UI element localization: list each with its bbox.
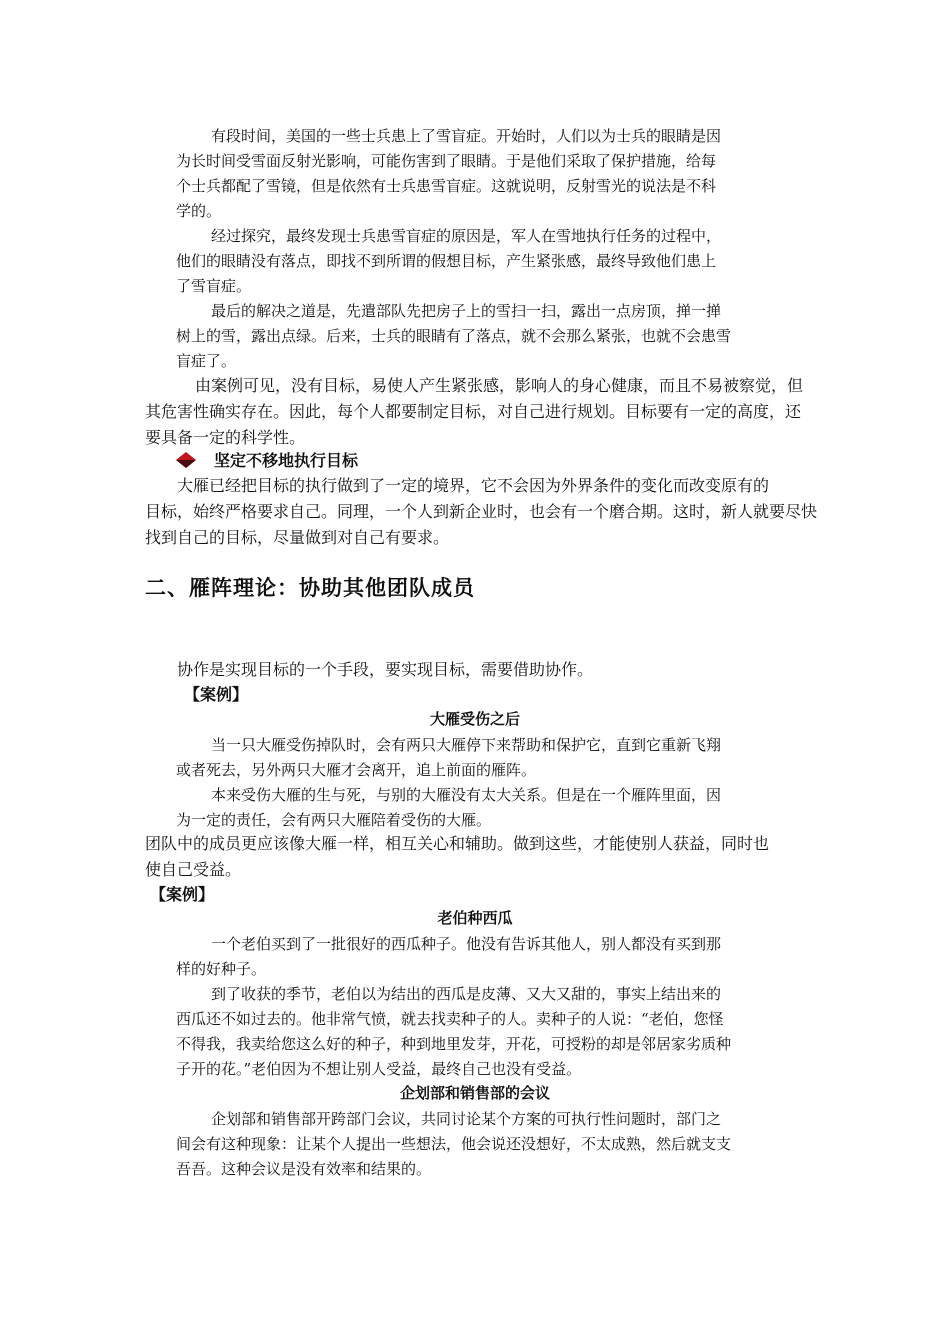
story-line: 盲症了。 — [176, 352, 237, 370]
story-line: 西瓜还不如过去的。他非常气愤，就去找卖种子的人。卖种子的人说：“老伯，您怪 — [176, 1010, 724, 1028]
story-line: 最后的解决之道是，先遣部队先把房子上的雪扫一扫，露出一点房顶，掸一掸 — [211, 302, 722, 320]
story-line: 间会有这种现象：让某个人提出一些想法，他会说还没想好，不太成熟，然后就支支 — [176, 1135, 732, 1153]
paragraph-line: 团队中的成员更应该像大雁一样，相互关心和辅助。做到这些，才能使别人获益，同时也 — [145, 834, 770, 853]
paragraph-line: 使自己受益。 — [145, 860, 242, 879]
story-line: 当一只大雁受伤掉队时，会有两只大雁停下来帮助和保护它，直到它重新飞翔 — [211, 736, 722, 754]
paragraph-line: 找到自己的目标，尽量做到对自己有要求。 — [145, 528, 450, 547]
bullet-heading — [176, 448, 358, 471]
story-line: 企划部和销售部开跨部门会议，共同讨论某个方案的可执行性问题时，部门之 — [211, 1110, 722, 1128]
summary-paragraph-team — [145, 831, 769, 883]
story-line: 吾吾。这种会议是没有效率和结果的。 — [176, 1160, 432, 1178]
story-line: 到了收获的季节，老伯以为结出的西瓜是皮薄、又大又甜的，事实上结出来的 — [211, 985, 722, 1003]
story-snow-blindness — [176, 124, 731, 374]
story-line: 不得我，我卖给您这么好的种子，种到地里发芽，开花，可授粉的却是邻居家劣质种 — [176, 1035, 732, 1053]
story-line: 样的好种子。 — [176, 960, 267, 978]
story-line: 子开的花。”老伯因为不想让别人受益，最终自己也没有受益。 — [176, 1060, 582, 1078]
story-title-meeting: 企划部和销售部的会议 — [399, 1084, 550, 1102]
story-line: 本来受伤大雁的生与死，与别的大雁没有太大关系。但是在一个雁阵里面，因 — [211, 786, 722, 804]
paragraph-line: 其危害性确实存在。因此，每个人都要制定目标，对自己进行规划。目标要有一定的高度，还 — [145, 402, 802, 421]
summary-paragraph-execute — [145, 473, 817, 551]
story-meeting — [176, 1107, 731, 1182]
story-title-watermelon: 老伯种西瓜 — [437, 909, 513, 927]
summary-paragraph-goals — [145, 373, 803, 451]
paragraph-line: 由案例可见，没有目标，易使人产生紧张感，影响人的身心健康，而且不易被察觉，但 — [195, 376, 804, 395]
story-line: 树上的雪，露出点绿。后来，士兵的眼睛有了落点，就不会那么紧张，也就不会患雪 — [176, 327, 732, 345]
story-line: 为一定的责任，会有两只大雁陪着受伤的大雁。 — [176, 811, 492, 829]
intro-paragraph: 协作是实现目标的一个手段，要实现目标，需要借助协作。 — [177, 660, 594, 679]
story-line: 了雪盲症。 — [176, 277, 252, 295]
red-diamond-bullet-icon — [176, 452, 196, 468]
case-tag: 【案例】 — [184, 685, 249, 704]
story-line: 或者死去，另外两只大雁才会离开，追上前面的雁阵。 — [176, 761, 537, 779]
story-line: 个士兵都配了雪镜，但是依然有士兵患雪盲症。这就说明，反射雪光的说法是不科 — [176, 177, 717, 195]
paragraph-line: 大雁已经把目标的执行做到了一定的境界，它不会因为外界条件的变化而改变原有的 — [177, 476, 770, 495]
paragraph-line: 要具备一定的科学性。 — [145, 428, 306, 447]
story-line: 有段时间，美国的一些士兵患上了雪盲症。开始时，人们以为士兵的眼睛是因 — [211, 127, 722, 145]
story-line: 为长时间受雪面反射光影响，可能伤害到了眼睛。于是他们采取了保护措施，给每 — [176, 152, 717, 170]
bullet-heading-text: 坚定不移地执行目标 — [214, 451, 359, 470]
story-watermelon — [176, 932, 731, 1082]
story-injured-goose — [176, 733, 721, 833]
story-line: 他们的眼睛没有落点，即找不到所谓的假想目标，产生紧张感，最终导致他们患上 — [176, 252, 717, 270]
story-title-injured-goose: 大雁受伤之后 — [429, 710, 520, 728]
story-line: 学的。 — [176, 202, 222, 220]
section-heading: 二、雁阵理论：协助其他团队成员 — [145, 576, 475, 600]
case-tag: 【案例】 — [150, 885, 215, 904]
story-line: 经过探究，最终发现士兵患雪盲症的原因是，军人在雪地执行任务的过程中， — [211, 227, 722, 245]
paragraph-line: 目标，始终严格要求自己。同理，一个人到新企业时，也会有一个磨合期。这时，新人就要尽快 — [145, 502, 818, 521]
story-line: 一个老伯买到了一批很好的西瓜种子。他没有告诉其他人，别人都没有买到那 — [211, 935, 722, 953]
